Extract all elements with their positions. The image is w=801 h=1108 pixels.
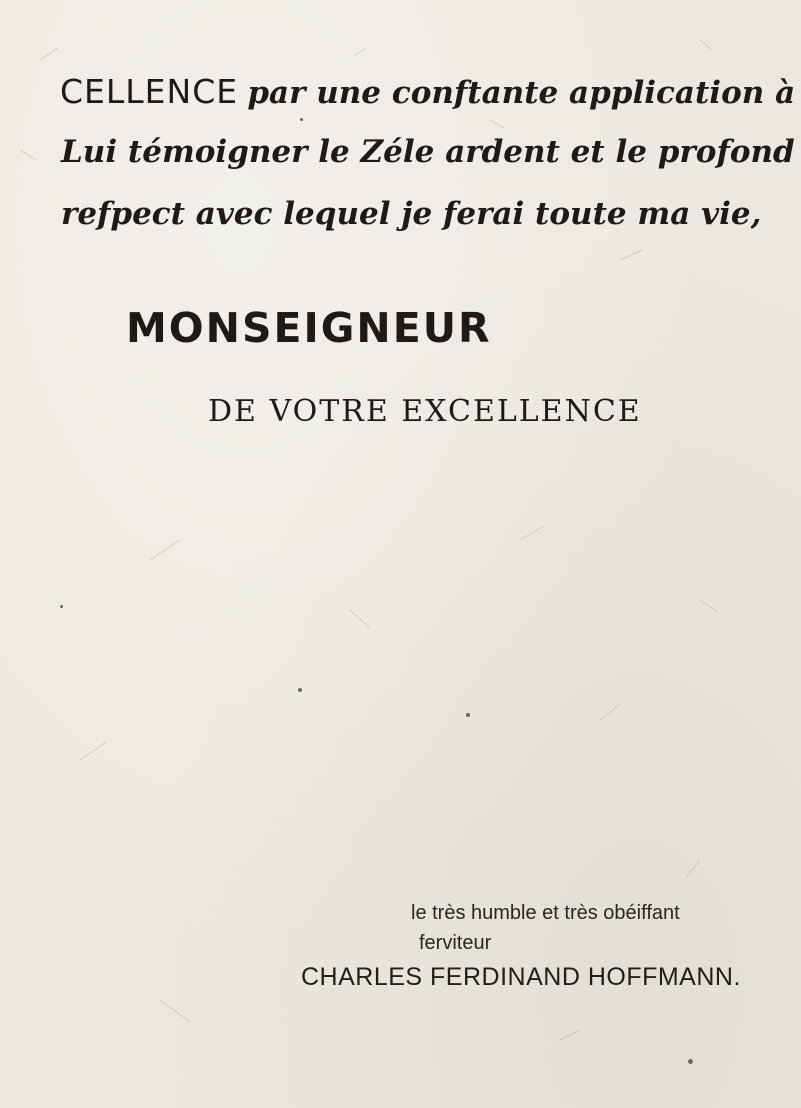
dedication-line-3: refpect avec lequel je ferai toute ma vie, <box>61 196 762 232</box>
ink-speck <box>688 1059 693 1064</box>
closing-servant: ferviteur <box>419 932 492 954</box>
dedication-line-2: Lui témoigner le Zéle ardent et le profond <box>61 134 795 170</box>
salutation-title: MONSEIGNEUR <box>126 304 492 352</box>
ink-speck <box>298 688 302 692</box>
dedication-line-1 <box>60 72 795 112</box>
ink-speck <box>466 713 470 717</box>
ink-speck <box>60 605 63 608</box>
ink-speck <box>300 118 303 121</box>
dedication-line-1-italic: par une conftante application à <box>247 75 796 111</box>
closing-humble: le très humble et très obéiffant <box>411 902 680 924</box>
signature: CHARLES FERDINAND HOFFMANN. <box>301 963 741 991</box>
salutation-subtitle: DE VOTRE EXCELLENCE <box>208 394 642 429</box>
dedication-line-1-caps: CELLENCE <box>60 72 239 111</box>
